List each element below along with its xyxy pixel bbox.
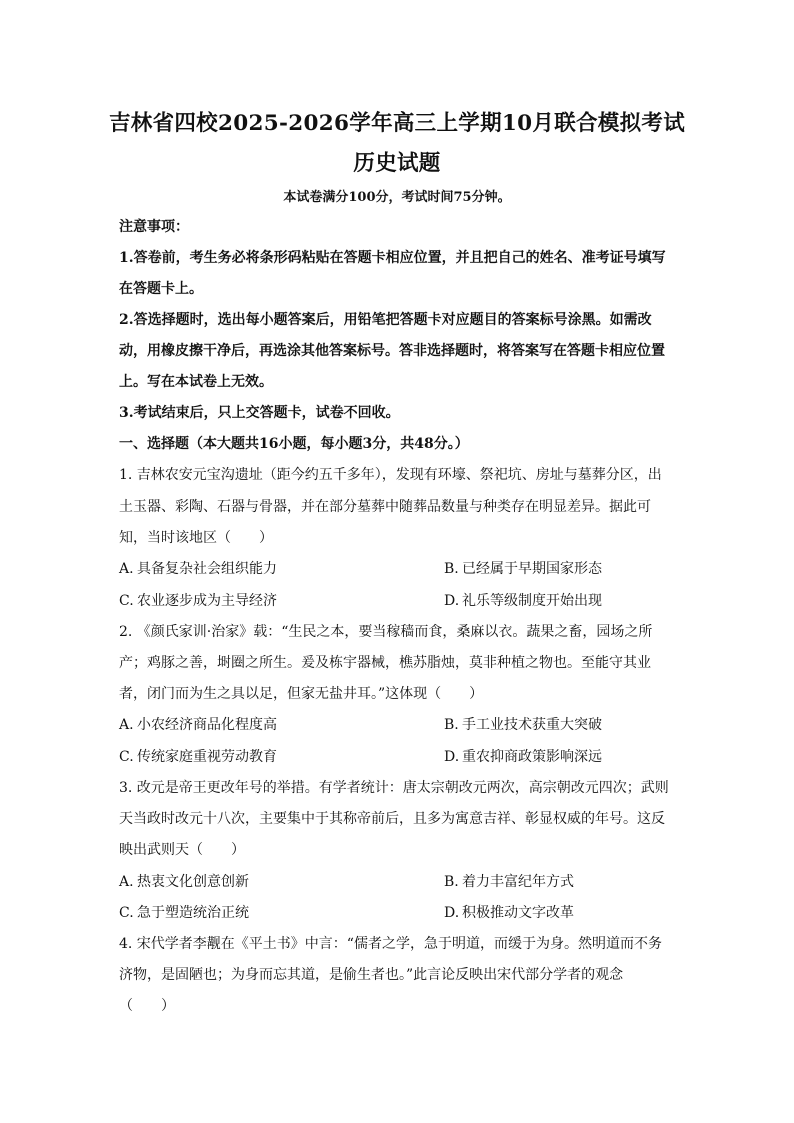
- question-stem: 济物，是固陋也；为身而忘其道，是偷生者也。”此言论反映出宋代部分学者的观念: [119, 967, 624, 983]
- option-key: D.: [444, 905, 460, 921]
- exam-subject-title: 历史试题: [353, 151, 441, 176]
- question-stem: 知，当时该地区（ ）: [119, 530, 273, 546]
- option-text: 礼乐等级制度开始出现: [462, 593, 602, 609]
- question-stem: （ ）: [119, 998, 175, 1014]
- question-stem: 土玉器、彩陶、石器与骨器，并在部分墓葬中随葬品数量与种类存在明显差异。据此可: [119, 499, 651, 515]
- question-stem: 天当政时改元十八次，主要集中于其称帝前后，且多为寓意吉祥、彰显权威的年号。这反: [119, 811, 665, 827]
- option-text: 着力丰富纪年方式: [462, 874, 574, 890]
- question-stem: 者，闭门而为生之具以足，但家无盐井耳。”这体现（ ）: [119, 686, 484, 702]
- option-key: A.: [119, 561, 134, 577]
- option-key: C.: [119, 593, 134, 609]
- question-stem: 4. 宋代学者李觏在《平土书》中言：“儒者之学，急于明道，而缓于为身。然明道而不务: [119, 936, 662, 952]
- option-b[interactable]: [444, 715, 602, 735]
- option-key: A.: [119, 717, 134, 733]
- option-text: 热衷文化创意创新: [137, 874, 249, 890]
- option-text: 手工业技术获重大突破: [462, 717, 602, 733]
- option-key: B.: [444, 717, 459, 733]
- notes-line: 上。写在本试卷上无效。: [119, 374, 273, 390]
- option-a[interactable]: [119, 872, 249, 892]
- notes-line: 动，用橡皮擦干净后，再选涂其他答案标号。答非选择题时，将答案写在答题卡相应位置: [119, 343, 665, 359]
- option-text: 积极推动文字改革: [462, 905, 574, 921]
- option-text: 小农经济商品化程度高: [137, 717, 277, 733]
- option-a[interactable]: [119, 559, 277, 579]
- option-c[interactable]: [119, 591, 277, 611]
- option-c[interactable]: [119, 747, 277, 767]
- notes-line: 1.答卷前，考生务必将条形码粘贴在答题卡相应位置，并且把自己的姓名、准考证号填写: [119, 250, 666, 266]
- option-d[interactable]: [444, 591, 602, 611]
- option-d[interactable]: [444, 903, 574, 923]
- notes-line: 3.考试结束后，只上交答题卡，试卷不回收。: [119, 405, 400, 421]
- option-key: B.: [444, 874, 459, 890]
- option-key: D.: [444, 749, 460, 765]
- option-a[interactable]: [119, 715, 277, 735]
- option-text: 已经属于早期国家形态: [462, 561, 602, 577]
- exam-title: 吉林省四校2025-2026学年高三上学期10月联合模拟考试: [108, 111, 686, 136]
- option-key: D.: [444, 593, 460, 609]
- question-stem: 3. 改元是帝王更改年号的举措。有学者统计：唐太宗朝改元两次，高宗朝改元四次；武则: [119, 780, 669, 796]
- option-text: 农业逐步成为主导经济: [137, 593, 277, 609]
- option-text: 具备复杂社会组织能力: [137, 561, 277, 577]
- option-d[interactable]: [444, 747, 602, 767]
- question-stem: 产；鸡豚之善，埘圈之所生。爰及栋宇器械，樵苏脂烛，莫非种植之物也。至能守其业: [119, 655, 651, 671]
- notes-heading: 注意事项：: [119, 219, 189, 235]
- option-text: 急于塑造统治正统: [137, 905, 249, 921]
- exam-info: 本试卷满分100分，考试时间75分钟。: [283, 190, 511, 205]
- option-c[interactable]: [119, 903, 249, 923]
- option-text: 传统家庭重视劳动教育: [137, 749, 277, 765]
- option-b[interactable]: [444, 559, 602, 579]
- question-stem: 映出武则天（ ）: [119, 842, 245, 858]
- option-b[interactable]: [444, 872, 574, 892]
- option-key: B.: [444, 561, 459, 577]
- notes-line: 在答题卡上。: [119, 281, 203, 297]
- question-stem: 1. 吉林农安元宝沟遗址（距今约五千多年），发现有环壕、祭祀坑、房址与墓葬分区，出: [119, 467, 662, 483]
- option-key: C.: [119, 749, 134, 765]
- question-stem: 2. 《颜氏家训·治家》载：“生民之本，要当稼穑而食，桑麻以衣。蔬果之畜，园场之所: [119, 624, 653, 640]
- option-text: 重农抑商政策影响深远: [462, 749, 602, 765]
- section-heading: 一、选择题（本大题共16小题，每小题3分，共48分。）: [119, 436, 469, 452]
- notes-line: 2.答选择题时，选出每小题答案后，用铅笔把答题卡对应题目的答案标号涂黑。如需改: [119, 312, 652, 328]
- option-key: C.: [119, 905, 134, 921]
- option-key: A.: [119, 874, 134, 890]
